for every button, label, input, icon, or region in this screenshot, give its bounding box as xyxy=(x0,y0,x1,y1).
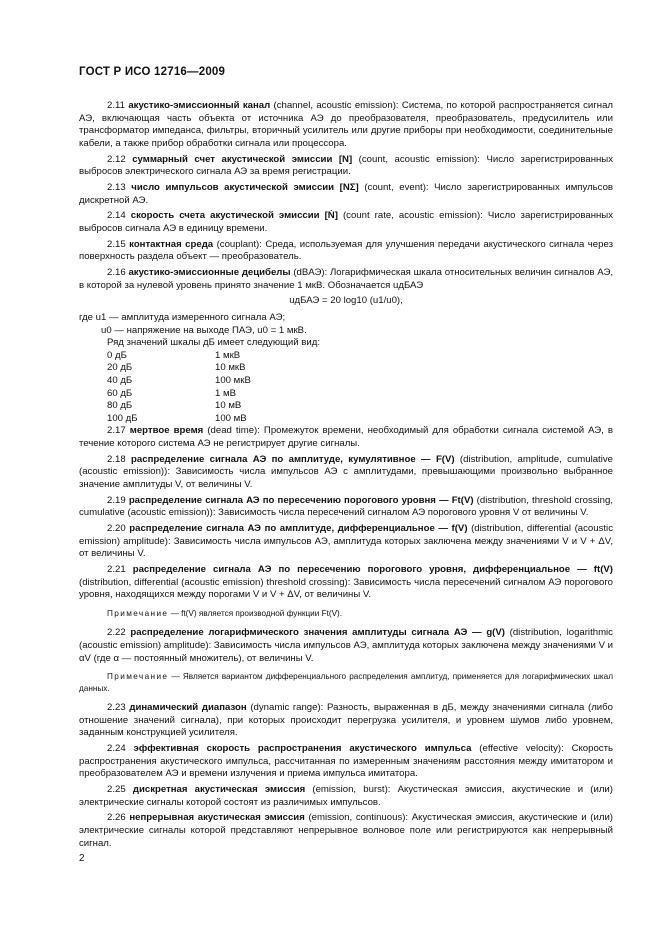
scale-db: 20 дБ xyxy=(107,362,133,374)
scale-intro: Ряд значений шкалы дБ имеет следующий вид: xyxy=(107,337,321,349)
scale-value: 10 мВ xyxy=(215,400,242,412)
formula-legend-1: где u1 — амплитуда измеренного сигнала АЭ; xyxy=(79,312,286,324)
scale-db: 100 дБ xyxy=(107,412,138,424)
entry-2-11: 2.11 акустико-эмиссионный канал (channel, acoustic emission): Система, по которой распространяется сигнал АЭ, включающая часть объекта от источника АЭ до преобразователя, преобразователь, предусилитель или трансформатор импеданса, фильтры, вторичный усилитель или другие приборы при необходимости, соединительные кабели, а также прибор обработки сигнала или процессора. xyxy=(79,100,613,149)
entry-2-24: 2.24 эффективная скорость распространения акустического импульса (effective velocity): Скорость распространения акустического импульса, рассчитанная по измеренным значениям расстояния между имитатором и преобразователем АЭ и времени излучения и приема импульса имитатора. xyxy=(79,743,613,780)
entry-2-15: 2.15 контактная среда (couplant): Среда, используемая для улучшения передачи акустического сигнала через поверхность раздела объект — преобразователь. xyxy=(79,238,613,263)
scale-value: 100 мВ xyxy=(215,412,247,424)
entry-2-19: 2.19 распределение сигнала АЭ по пересечению порогового уровня — Ft(V) (distribution, threshold crossing, cumulative (acoustic emission)): Зависимость числа пересечений сигналом АЭ порогового уровня V от величины V. xyxy=(79,494,614,519)
scale-value: 1 мкВ xyxy=(215,349,241,361)
entry-2-18: 2.18 распределение сигнала АЭ по амплитуде, кумулятивное — F(V) (distribution, amplitude, cumulative (acoustic emission)): Зависимость числа импульсов АЭ с амплитудами, превышающими произвольно выбранное значение амплитуды V, от величины V. xyxy=(79,453,613,490)
entry-2-26: 2.26 непрерывная акустическая эмиссия (emission, continuous): Акустическая эмиссия, акустические и (или) электрические сигналы которой представляют непрерывное волновое поле или регистрируются как непрерывный сигнал. xyxy=(79,812,614,849)
entry-2-20: 2.20 распределение сигнала АЭ по амплитуде, дифференциальное — f(V) (distribution, differential (acoustic emission) amplitude): Зависимость числа импульсов АЭ, амплитуда которых заключена между значениями V и V + ΔV, от величины V. xyxy=(79,523,613,560)
table-row xyxy=(107,350,251,363)
formula-legend-2: u0 — напряжение на выходе ПАЭ, u0 = 1 мкВ. xyxy=(101,324,307,336)
formula: uдБАЭ = 20 log10 (u1/u0), xyxy=(289,295,403,307)
entry-2-21: 2.21 распределение сигнала АЭ по пересечению порогового уровня, дифференциальное — ft(V) (distribution, differential (acoustic emission) threshold crossing): Зависимость числа пересечений сигналом АЭ порогового уровня, находящихся между порогами V и V + ΔV, от величины V. xyxy=(79,564,613,601)
table-row xyxy=(107,362,251,375)
page-header: ГОСТ Р ИСО 12716—2009 xyxy=(79,66,226,78)
scale-value: 100 мкВ xyxy=(215,375,251,386)
table-row xyxy=(107,375,251,388)
entry-2-25: 2.25 дискретная акустическая эмиссия (emission, burst): Акустическая эмиссия, акустические и (или) электрические сигналы которой состоят из различимых импульсов. xyxy=(79,784,613,808)
scale-db: 80 дБ xyxy=(107,400,133,412)
scale-db: 40 дБ xyxy=(107,375,133,386)
table-row xyxy=(107,400,251,413)
note-1: Примечание — ft(V) является производной функции Ft(V). xyxy=(107,608,343,618)
scale-value: 1 мВ xyxy=(215,387,236,399)
table-row xyxy=(107,413,251,426)
entry-2-13: 2.13 число импульсов акустической эмиссии [NΣ] (count, event): Число зарегистрированных импульсов дискретной АЭ. xyxy=(79,181,614,206)
scale-db: 60 дБ xyxy=(107,387,133,399)
document-body xyxy=(79,100,613,853)
table-row xyxy=(107,388,251,401)
entry-2-23: 2.23 динамический диапазон (dynamic range): Разность, выраженная в дБ, между значениями сигнала (либо отношение значений сигнала), при которых происходит перегрузка усилителя, и уровнем шумов либо уровнем, заданным конструкцией усилителя. xyxy=(79,702,613,739)
entry-2-22: 2.22 распределение логарифмического значения амплитуды сигнала АЭ — g(V) (distribution, logarithmic (acoustic emission) amplitude): Зависимость числа импульсов АЭ, амплитуда которых заключена между значениями V и αV (где α — постоянный множитель), от величины V. xyxy=(79,627,613,664)
note-2: Примечание — Является вариантом дифференциального распределения амплитуд, применяется для логарифмических шкал данных. xyxy=(79,672,613,693)
entry-2-14: 2.14 скорость счета акустической эмиссии [Ṅ] (count rate, acoustic emission): Число зарегистрированных выбросов сигнала АЭ в единицу времени. xyxy=(79,210,613,234)
entry-2-12: 2.12 суммарный счет акустической эмиссии [N] (count, acoustic emission): Число зарегистрированных выбросов электрического сигнала АЭ за время регистрации. xyxy=(79,153,613,178)
page-number: 2 xyxy=(79,853,85,864)
scale-db: 0 дБ xyxy=(107,349,127,361)
db-scale-table xyxy=(107,350,251,426)
scale-value: 10 мкВ xyxy=(215,362,246,374)
entry-2-17: 2.17 мертвое время (dead time): Промежуток времени, необходимый для обработки сигнала системой АЭ, в течение которого система АЭ не регистрирует другие сигналы. xyxy=(79,425,613,449)
entry-2-16: 2.16 акустико-эмиссионные децибелы (dBАЭ): Логарифмическая шкала относительных величин сигналов АЭ, в которой за нулевой уровень принято значение 1 мкВ. Обозначается uдБАЭ xyxy=(79,267,614,291)
